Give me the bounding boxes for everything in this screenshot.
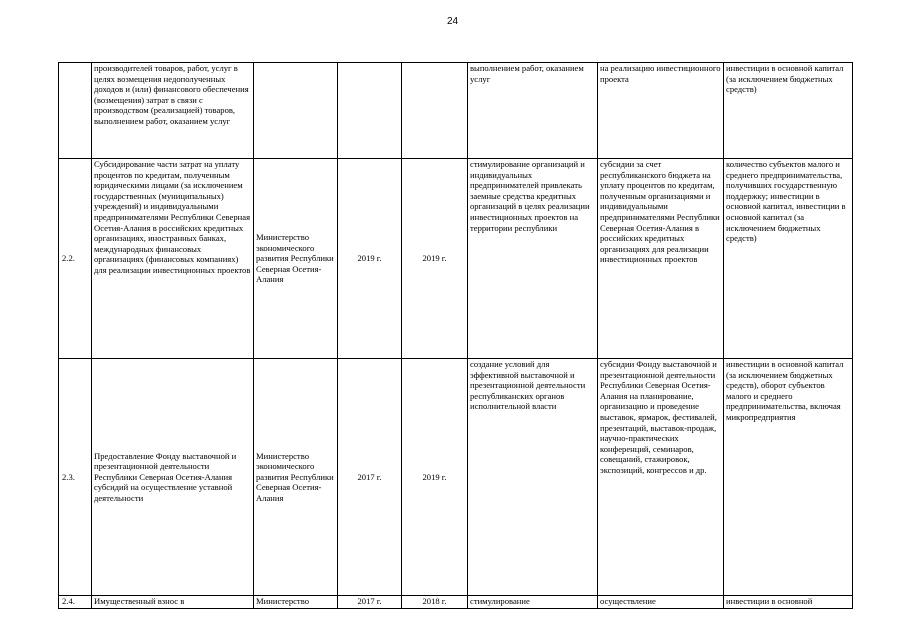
end-year-cell: 2019 г. [402,359,468,596]
row-number-cell: 2.2. [59,159,92,359]
measure-name-cell: Предоставление Фонду выставочной и презентационной деятельности Республики Северная Осетия-Алания субсидий на осуществление уставной деятельности [92,359,254,596]
description-cell: на реализацию инвестиционного проекта [598,63,724,159]
row-number-cell [59,63,92,159]
indicator-cell: инвестиции в основной капитал (за исключением бюджетных средств), оборот субъектов малого и среднего предпринимательства, включая микропредприятия [724,359,853,596]
description-cell: осуществление [598,596,724,609]
table-row [59,159,853,359]
executor-cell [254,63,338,159]
goal-cell: создание условий для эффективной выставочной и презентационной деятельности республиканских органов исполнительной власти [468,359,598,596]
end-year-cell [402,63,468,159]
start-year-cell: 2017 г. [338,359,402,596]
executor-cell: Министерство экономического развития Республики Северная Осетия-Алания [254,359,338,596]
start-year-cell: 2017 г. [338,596,402,609]
end-year-cell: 2018 г. [402,596,468,609]
description-cell: субсидии Фонду выставочной и презентационной деятельности Республики Северная Осетия-Алания на планирование, организацию и проведение выставок, ярмарок, фестивалей, презентаций, выставок-продаж, научно-практических конференций, семинаров, совещаний, стажировок, экспозиций, конгрессов и др. [598,359,724,596]
executor-cell: Министерство [254,596,338,609]
indicator-cell: инвестиции в основной [724,596,853,609]
measure-name-cell: Субсидирование части затрат на уплату процентов по кредитам, полученным юридическими лицами (за исключением государственных (муниципальных) учреждений) и индивидуальными предпринимателями Республики Северная Осетия-Алания в российских кредитных организациях, иностранных банках, международных финансовых организациях (финансовых компаниях) для реализации инвестиционных проектов [92,159,254,359]
measures-table [58,62,853,609]
executor-cell: Министерство экономического развития Республики Северная Осетия-Алания [254,159,338,359]
row-number-cell: 2.4. [59,596,92,609]
indicator-cell: количество субъектов малого и среднего предпринимательства, получивших государственную поддержку; инвестиции в основной капитал, инвестиции в основной капитал (за исключением бюджетных средств) [724,159,853,359]
table-row [59,63,853,159]
row-number-cell: 2.3. [59,359,92,596]
measure-name-cell: производителей товаров, работ, услуг в целях возмещения недополученных доходов и (или) финансового обеспечения (возмещения) затрат в связи с производством (реализацией) товаров, выполнением работ, оказанием услуг [92,63,254,159]
description-cell: субсидии за счет республиканского бюджета на уплату процентов по кредитам, полученным организациями и индивидуальными предпринимателями Республики Северная Осетия-Алания в российских кредитных организациях для реализации инвестиционных проектов [598,159,724,359]
table-row [59,596,853,609]
end-year-cell: 2019 г. [402,159,468,359]
start-year-cell [338,63,402,159]
measure-name-cell: Имущественный взнос в [92,596,254,609]
goal-cell: стимулирование [468,596,598,609]
start-year-cell: 2019 г. [338,159,402,359]
table-row [59,359,853,596]
goal-cell: выполнением работ, оказанием услуг [468,63,598,159]
page-number: 24 [446,16,459,27]
goal-cell: стимулирование организаций и индивидуальных предпринимателей привлекать заемные средства кредитных организаций в целях реализации инвестиционных проектов на территории республики [468,159,598,359]
indicator-cell: инвестиции в основной капитал (за исключением бюджетных средств) [724,63,853,159]
